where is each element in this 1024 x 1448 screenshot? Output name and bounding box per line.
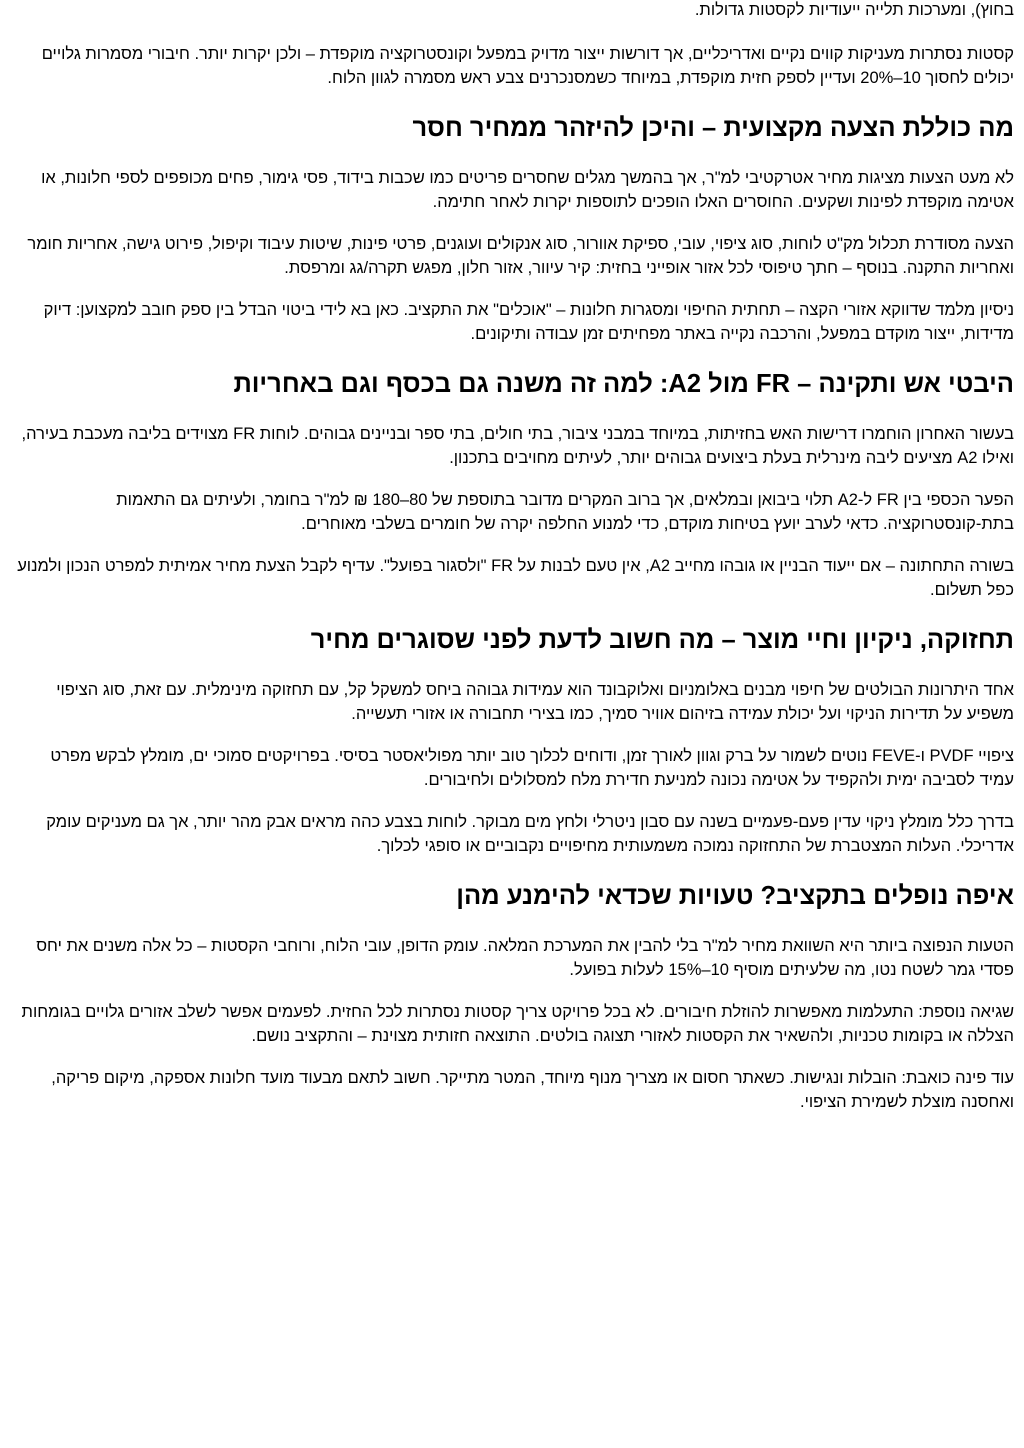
paragraph: בשורה התחתונה – אם ייעוד הבניין או גובהו מחייב A2, אין טעם לבנות על FR "ולסגור בפועל". עדיף לקבל הצעת מחיר אמיתית למפרט הנכון ולמנוע כפל תשלום. (17, 557, 1014, 599)
section-title: תחזוקה, ניקיון וחיי מוצר – מה חשוב לדעת לפני שסוגרים מחיר (310, 626, 1014, 654)
paragraph: ציפויי PVDF ו-FEVE נוטים לשמור על ברק וגוון לאורך זמן, ודוחים לכלוך טוב יותר מפוליאסטר בסיסי. בפרויקטים סמוכי ים, מומלץ לבקש מפרט עמיד לסביבה ימית ולהקפיד על אטימה נכונה למניעת חדירת מלח למסלולים ולחיבורים. (50, 747, 1014, 789)
paragraph: בדרך כלל מומלץ ניקוי עדין פעם-פעמיים בשנה עם סבון ניטרלי ולחץ מים מבוקר. לוחות בצבע כהה מראים אבק מהר יותר, אך גם מעניקים עומק אדריכלי. העלות המצטברת של התחזוקה נמוכה משמעותית מחיפויים נקבוביים או סופגי לכלוך. (46, 813, 1014, 855)
paragraph: עוד פינה כואבת: הובלות ונגישות. כשאתר חסום או מצריך מנוף מיוחד, המטר מתייקר. חשוב לתאם מבעוד מועד חלונות אספקה, מיקום פריקה, ואחסנה מוצלת לשמירת הציפוי. (51, 1069, 1014, 1111)
section-title: היבטי אש ותקינה – FR מול A2: למה זה משנה גם בכסף וגם באחריות (233, 370, 1014, 398)
section-budget-mistakes (12, 880, 1014, 1114)
section-title: איפה נופלים בתקציב? טעויות שכדאי להימנע מהן (456, 882, 1014, 910)
paragraph: הטעות הנפוצה ביותר היא השוואת מחיר למ"ר בלי להבין את המערכת המלאה. עומק הדופן, עובי הלוח, ורוחבי הקסטות – כל אלה משנים את יחס פסדי גמר לשטח נטו, מה שלעיתים מוסיף 10–15% לעלות בפועל. (36, 937, 1014, 979)
section-fire-standards (12, 368, 1014, 602)
paragraph: שגיאה נוספת: התעלמות מאפשרות להוזלת חיבורים. לא בכל פרויקט צריך קסטות נסתרות לכל החזית. לפעמים אפשר לשלב אזורים גלויים בגומחות הצללה או בקומות טכניות, ולהשאיר את הקסטות לאזורי תצוגה בולטים. התוצאה חזותית מצוינת – והתקציב נושם. (21, 1003, 1014, 1045)
intro-fragment: בחוץ), ומערכות תלייה ייעודיות לקסטות גדולות. (694, 1, 1014, 19)
section-title: מה כוללת הצעה מקצועית – והיכן להיזהר ממחיר חסר (412, 114, 1014, 142)
section-maintenance (12, 624, 1014, 858)
paragraph: בעשור האחרון הוחמרו דרישות האש בחזיתות, במיוחד במבני ציבור, בתי חולים, בתי ספר ובניינים גבוהים. לוחות FR מצוידים בליבה מעכבת בעירה, ואילו A2 מציעים ליבה מינרלית בעלת ביצועים גבוהים יותר, לעיתים מחויבים בתכנון. (21, 425, 1014, 467)
paragraph: ניסיון מלמד שדווקא אזורי הקצה – תחתית החיפוי ומסגרות חלונות – "אוכלים" את התקציב. כאן בא לידי ביטוי הבדל בין ספק חובב למקצוען: דיוק מדידות, ייצור מוקדם במפעל, והרכבה נקייה באתר מפחיתים זמן עבודה ותיקונים. (43, 301, 1014, 343)
paragraph: אחד היתרונות הבולטים של חיפוי מבנים באלומניום ואלוקבונד הוא עמידות גבוהה ביחס למשקל קל, עם תחזוקה מינימלית. עם זאת, סוג הציפוי משפיע על תדירות הניקוי ועל יכולת עמידה בזיהום אוויר סמיך, כמו בצירי תחבורה או אזורי תעשייה. (56, 681, 1014, 723)
paragraph: הפער הכספי בין FR ל-A2 תלוי ביבואן ובמלאים, אך ברוב המקרים מדובר בתוספת של 80–180 ₪ למ"ר בחומר, ולעיתים גם התאמות בתת-קונסטרוקציה. כדאי לערב יועץ בטיחות מוקדם, כדי למנוע החלפה יקרה של חומרים בשלבי מאוחרים. (116, 491, 1014, 533)
intro-paragraph: קסטות נסתרות מעניקות קווים נקיים ואדריכליים, אך דורשות ייצור מדויק במפעל וקונסטרוקציה מוקפדת – ולכן יקרות יותר. חיבורי מסמרות גלויים יכולים לחסוך 10–20% ועדיין לספק חזית מוקפדת, במיוחד כשמסנכרנים צבע ראש מסמרה לגוון הלוח. (41, 45, 1014, 87)
section-professional-quote (12, 112, 1014, 346)
paragraph: לא מעט הצעות מציגות מחיר אטרקטיבי למ"ר, אך בהמשך מגלים שחסרים פריטים כמו שכבות בידוד, פסי גימור, פחים מכופפים לספי חלונות, או אטימה מוקפדת לפינות ושקעים. החוסרים האלו הופכים לתוספות יקרות לאחר חתימה. (41, 169, 1014, 211)
paragraph: הצעה מסודרת תכלול מק"ט לוחות, סוג ציפוי, עובי, ספיקת אוורור, סוג אנקולים ועוגנים, פרטי פינות, שיטות עיבוד וקיפול, פירוט גישה, אחריות חומר ואחריות התקנה. בנוסף – חתך טיפוסי לכל אזור אופייני בחזית: קיר עיוור, אזור חלון, מפגש תקרה/גג ומרפסת. (27, 235, 1014, 277)
